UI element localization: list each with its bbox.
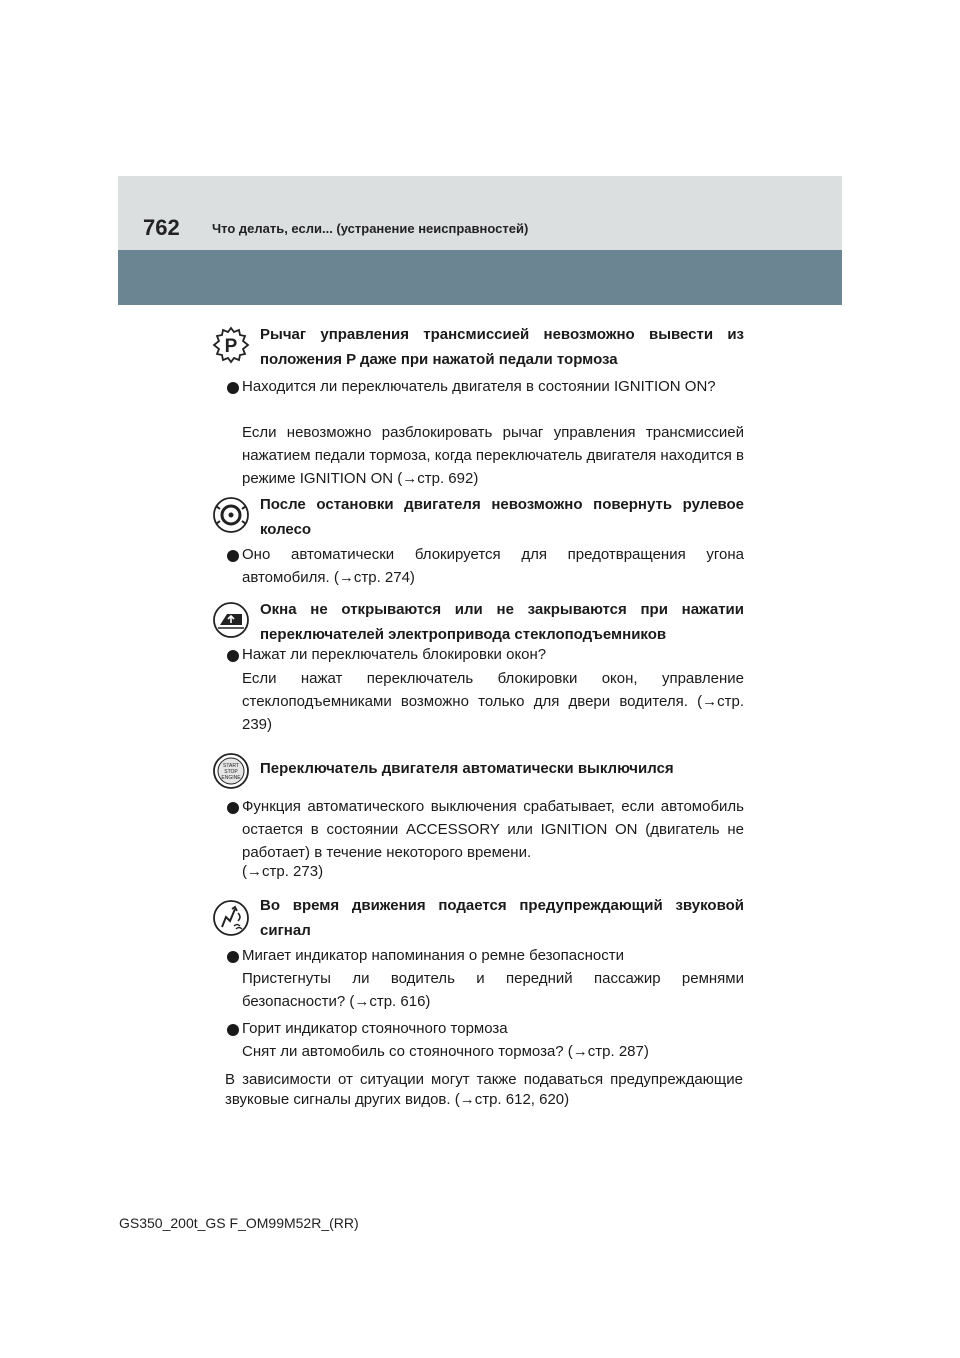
bullet-text: Функция автоматического выключения срабатывает, если автомобиль остается в состоянии ACCESSORY или IGNITION ON (двигатель не работает) в течение некоторого времени. bbox=[242, 798, 744, 861]
power-window-icon bbox=[212, 601, 250, 639]
section-title: Во время движения подается предупреждающий звуковой сигнал bbox=[260, 897, 744, 939]
body-text: Пристегнуты ли водитель и передний пассажир ремнями безопасности? (→стр. 616) bbox=[242, 970, 744, 1010]
engine-start-button-icon bbox=[212, 752, 250, 790]
section-title: Окна не открываются или не закрываются при нажатии переключателей электропривода стеклоподъемников bbox=[260, 601, 744, 643]
header-band-dark bbox=[118, 250, 842, 305]
bullet-text: Мигает индикатор напоминания о ремне безопасности bbox=[242, 947, 624, 964]
bullet-text: Горит индикатор стояночного тормоза bbox=[242, 1020, 508, 1037]
header-band-light bbox=[118, 176, 842, 250]
body-text: Снят ли автомобиль со стояночного тормоза? (→стр. 287) bbox=[242, 1043, 649, 1060]
body-text: (→стр. 273) bbox=[242, 863, 324, 880]
footer-model-code: GS350_200t_GS F_OM99M52R_(RR) bbox=[119, 1215, 359, 1231]
bullet-text: Нажат ли переключатель блокировки окон? bbox=[242, 646, 547, 663]
section-title: После остановки двигателя невозможно повернуть рулевое колесо bbox=[260, 496, 744, 538]
bullet-text: Находится ли переключатель двигателя в состоянии IGNITION ON? bbox=[242, 378, 716, 395]
chapter-title: Что делать, если... (устранение неисправностей) bbox=[212, 221, 529, 236]
section-title: Переключатель двигателя автоматически выключился bbox=[260, 760, 674, 777]
steering-wheel-icon bbox=[212, 496, 250, 534]
svg-text:START: START bbox=[223, 763, 239, 769]
svg-text:STOP: STOP bbox=[224, 769, 238, 775]
svg-text:P: P bbox=[224, 336, 238, 357]
bullet-text: Оно автоматически блокируется для предотвращения угона автомобиля. (→стр. 274) bbox=[242, 546, 744, 586]
section-title: Рычаг управления трансмиссией невозможно вывести из положения P даже при нажатой педали тормоза bbox=[260, 326, 744, 368]
body-text: Если нажат переключатель блокировки окон, управление стеклоподъемниками возможно только для двери водителя. (→стр. 239) bbox=[242, 670, 744, 733]
svg-text:ENGINE: ENGINE bbox=[221, 775, 241, 781]
closing-note: В зависимости от ситуации могут также подаваться предупреждающие звуковые сигналы других видов. (→стр. 612, 620) bbox=[225, 1071, 743, 1108]
p-gear-icon bbox=[212, 326, 250, 364]
page-number: 762 bbox=[143, 215, 180, 240]
body-text: Если невозможно разблокировать рычаг управления трансмиссией нажатием педали тормоза, когда переключатель двигателя находится в режиме IGNITION ON (→стр. 692) bbox=[242, 424, 744, 487]
warning-buzzer-icon bbox=[212, 899, 250, 937]
